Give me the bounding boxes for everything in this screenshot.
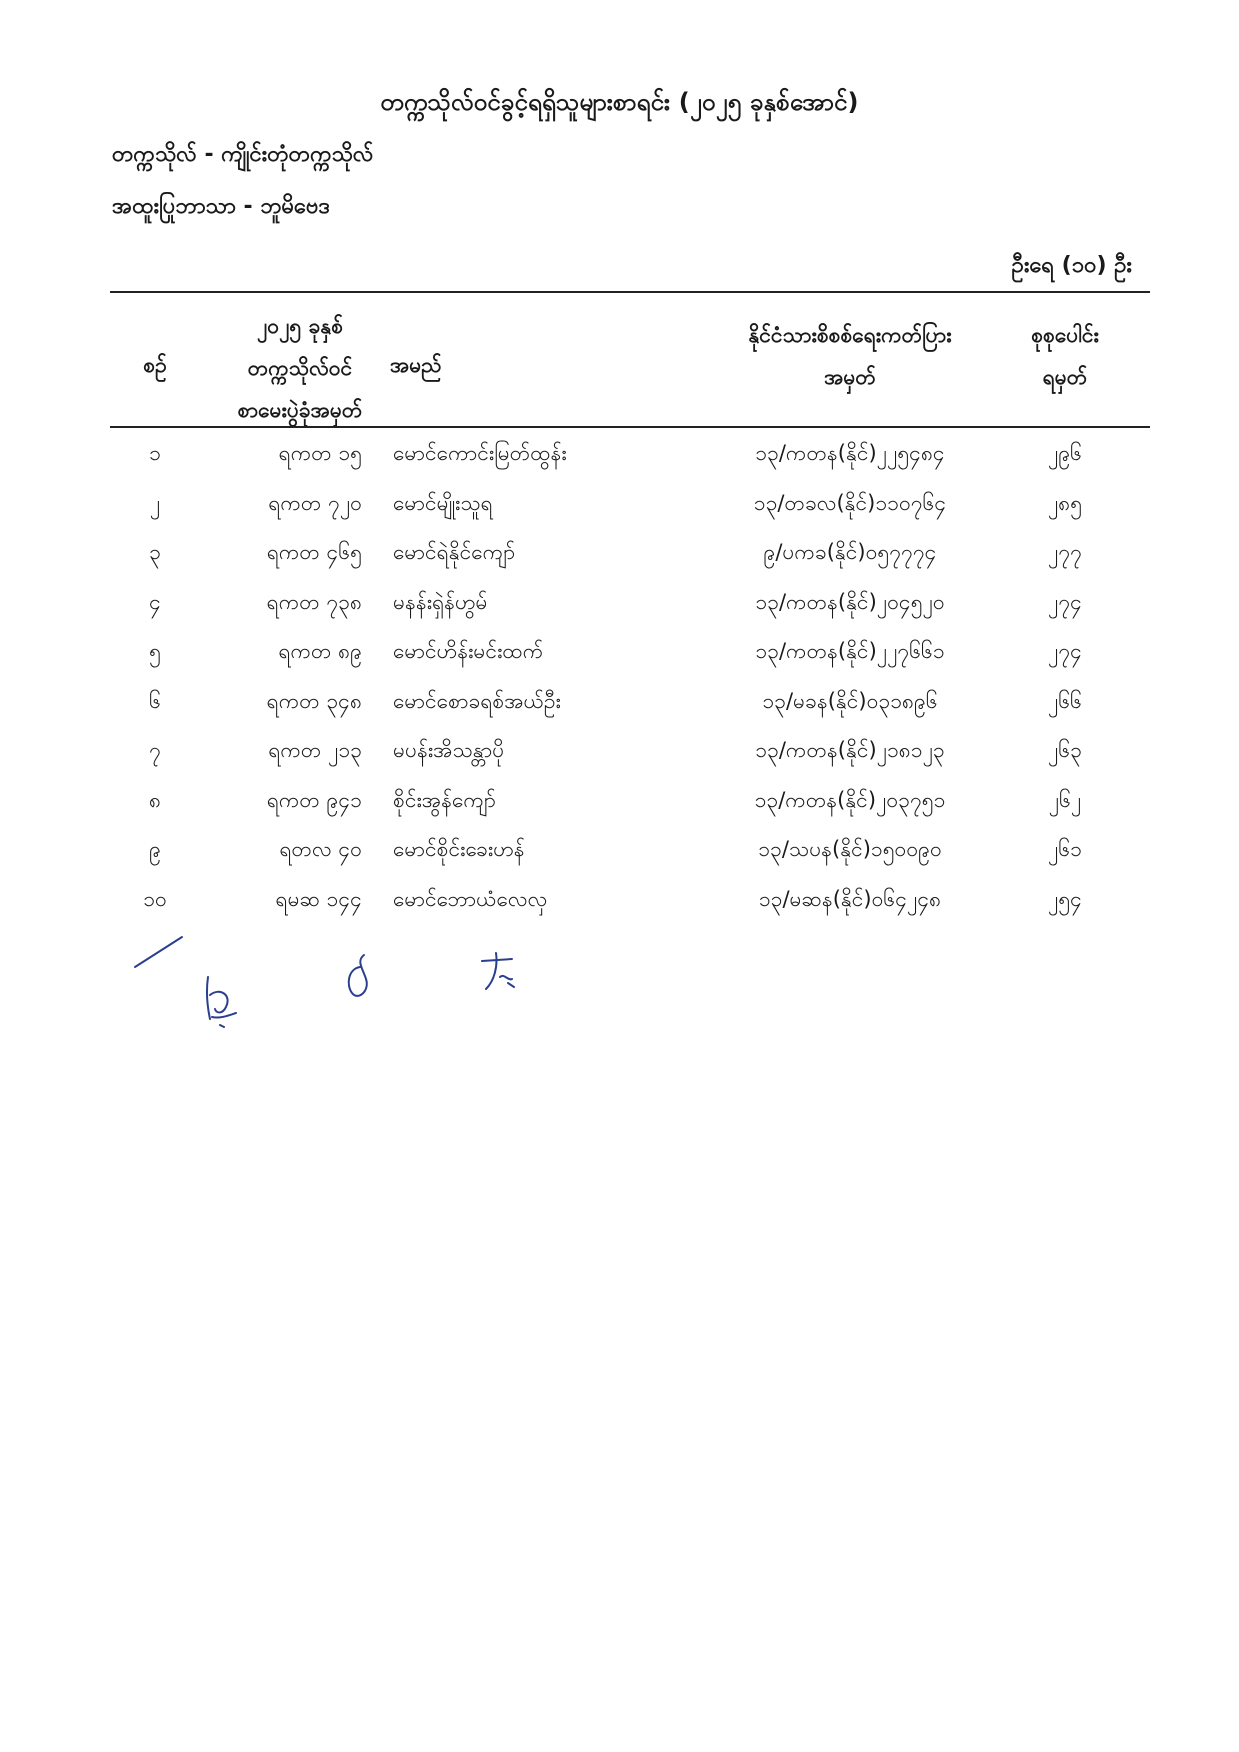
cell-name: မောင်စိုင်းခေးဟန် [393,837,525,861]
signature-mark-4 [482,953,514,989]
cell-nrc: ၉/ပကခ(နိုင်)၀၅၇၇၇၄ [763,540,937,564]
header-serial-no: စဉ် [143,353,167,377]
table-top-rule [110,291,1150,293]
table-body [0,432,1239,927]
cell-total-score: ၂၇၇ [1048,540,1082,564]
cell-total-score: ၂၆၃ [1048,738,1082,762]
cell-name: မောင်ဘောယံလေလှ [393,886,548,911]
table-row [0,729,1239,779]
cell-exam-number: ရကတ ၂၁၃ [268,738,362,762]
handwritten-signatures [120,925,580,1045]
header-exam-line3: စာမေးပွဲခုံအမှတ် [237,398,363,422]
cell-serial-no: ၇ [149,738,161,762]
table-row [0,828,1239,878]
cell-exam-number: ရကတ ၈၉ [278,639,362,663]
cell-exam-number: ရကတ ၉၄၁ [266,787,362,812]
header-exam-line1: ၂၀၂၅ ခုနှစ် [256,314,344,338]
cell-exam-number: ရမဆ ၁၄၄ [275,886,362,911]
table-row [0,680,1239,730]
cell-name: မပန်းအိသန္တာပို [393,738,505,762]
cell-nrc: ၁၃/မဆန(နိုင်)၀၆၄၂၄၈ [758,886,942,911]
cell-nrc: ၁၃/ကတန(နိုင်)၂၀၃၇၅၁ [754,787,946,812]
cell-serial-no: ၈ [149,787,161,812]
cell-exam-number: ရကတ ၇၂၀ [268,490,362,515]
university-line: တက္ကသိုလ် - ကျိုင်းတုံတက္ကသိုလ် [112,142,374,167]
cell-serial-no: ၁ [149,441,161,465]
cell-total-score: ၂၇၄ [1048,589,1082,614]
cell-name: စိုင်းအွန်ကျော် [393,787,496,812]
cell-name: မောင်စောခရစ်အယ်ဦး [393,688,561,713]
student-count: ဦးရေ (၁၀) ဦး [1011,253,1132,278]
signature-mark-2 [207,977,236,1027]
header-roll-line2: ရမှတ် [1042,365,1088,389]
table-row [0,581,1239,631]
header-roll-line1: စုစုပေါင်း [1031,323,1099,347]
header-nrc-line2: အမှတ် [824,365,876,389]
cell-nrc: ၁၃/သပန(နိုင်)၁၅၀၀၉၀ [758,837,942,861]
cell-name: မနန်းရှဲန်ဟွမ် [393,589,488,614]
table-row [0,482,1239,532]
cell-exam-number: ရတလ ၄၀ [279,837,362,861]
cell-serial-no: ၃ [149,540,161,564]
table-row [0,630,1239,680]
cell-total-score: ၂၉၆ [1048,441,1082,465]
cell-serial-no: ၅ [149,639,161,663]
cell-nrc: ၁၃/ကတန(နိုင်)၂၂၅၄၈၄ [755,441,945,465]
cell-nrc: ၁၃/မခန(နိုင်)၀၃၁၈၉၆ [762,688,938,713]
cell-total-score: ၂၆၂ [1048,787,1082,812]
cell-nrc: ၁၃/တခလ(နိုင်)၁၁၀၇၆၄ [753,490,947,515]
table-row [0,531,1239,581]
major-line: အထူးပြုဘာသာ - ဘူမိဗေဒ [112,194,331,219]
table-row [0,878,1239,928]
cell-exam-number: ရကတ ၃၄၈ [266,688,362,713]
header-exam-number [195,305,405,431]
cell-name: မောင်ကောင်းမြတ်ထွန်း [393,441,567,465]
cell-nrc: ၁၃/ကတန(နိုင်)၂၀၄၅၂၀ [755,589,945,614]
cell-name: မောင်ရဲနိုင်ကျော် [393,540,516,564]
cell-exam-number: ရကတ ၇၃၈ [266,589,362,614]
cell-name: မောင်ဟိန်းမင်းထက် [393,639,544,663]
cell-total-score: ၂၇၄ [1048,639,1082,663]
table-row [0,779,1239,829]
header-nrc [690,314,1010,398]
cell-serial-no: ၉ [149,837,161,861]
header-exam-line2: တက္ကသိုလ်ဝင် [247,356,353,380]
header-nrc-line1: နိုင်ငံသားစိစစ်ရေးကတ်ပြား [748,323,952,347]
cell-nrc: ၁၃/ကတန(နိုင်)၂၁၈၁၂၃ [755,738,945,762]
table-row [0,432,1239,482]
cell-total-score: ၂၆၆ [1048,688,1082,713]
cell-name: မောင်မျိုးသူရ [393,490,493,515]
cell-serial-no: ၆ [149,688,161,713]
table-header-rule [110,426,1150,428]
cell-nrc: ၁၃/ကတန(နိုင်)၂၂၇၆၆၁ [755,639,945,663]
cell-serial-no: ၂ [149,490,161,515]
cell-serial-no: ၄ [149,589,161,614]
signature-mark-1 [135,937,182,967]
document-title: တက္ကသိုလ်ဝင်ခွင့်ရရှိသူများစာရင်း (၂၀၂၅ ခုနှစ်အောင်) [380,88,859,116]
cell-exam-number: ရကတ ၁၅ [278,441,362,465]
header-total-score [1010,314,1120,398]
cell-exam-number: ရကတ ၄၆၅ [266,540,362,564]
header-name: အမည် [390,353,442,377]
cell-serial-no: ၁၀ [143,886,167,911]
cell-total-score: ၂၅၄ [1048,886,1082,911]
cell-total-score: ၂၈၅ [1047,490,1083,515]
signature-mark-3 [349,955,367,996]
cell-total-score: ၂၆၁ [1048,837,1082,861]
